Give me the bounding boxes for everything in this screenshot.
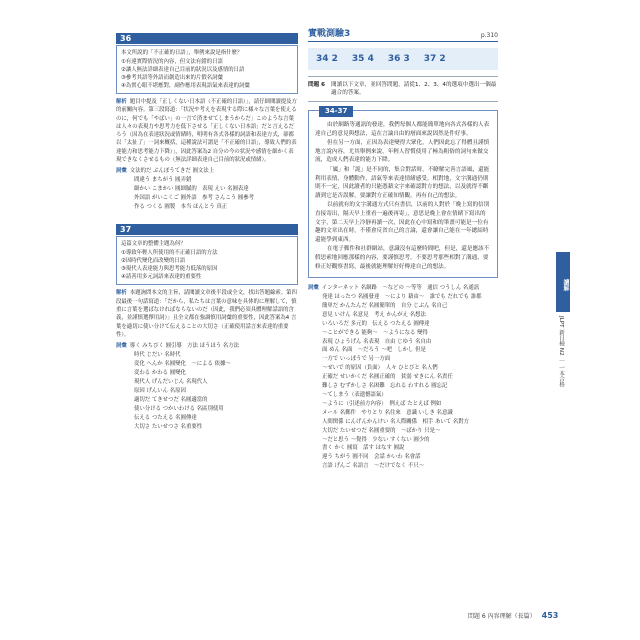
vocab-row: 人間関係 にんげんかんけい 名人際關係 相手 あいて 名對方 xyxy=(322,418,470,425)
vocab-row: いろいろだ 多元的 伝える つたえる 圓傳達 xyxy=(322,320,430,327)
explanation-36 xyxy=(116,98,298,164)
explanation-tag: 解析 xyxy=(116,99,127,105)
vocab-row: メール 名郵件 やりとり 名往來 意識 いしき 名意識 xyxy=(322,409,453,416)
explanation-37 xyxy=(116,289,298,339)
section-title: 實戰測驗3 xyxy=(308,29,351,39)
vocab-row: 面 めん 名面 〜だろう 〜吧 しかし 但是 xyxy=(322,347,426,354)
vocab-row: インターネット 名網路 〜などの 〜等等 通信 つうしん 名通訊 xyxy=(321,285,480,292)
vocab-row: 表現 ひょうげん 名表現 自由 じゆう 名自由 xyxy=(322,338,432,345)
vocab-row: 適切だ てきせつだ 名圓適當的 xyxy=(134,397,208,404)
option: ③現代人表達能力與思考能力低落的原因 xyxy=(121,266,218,273)
vocab-row: 変わる かわる 圓變化 xyxy=(134,370,186,377)
question-36-stem: 本文所說的「不正確的日語」，舉例來說是指什麼？ xyxy=(121,50,243,56)
vocab-row: 現代人 げんだいじん 名現代人 xyxy=(134,379,208,386)
option: ②因時代變化而改變的日語 xyxy=(121,258,186,265)
question-37-box xyxy=(116,236,298,285)
paragraph: 但在另一方面，正因為表達變得大眾化，人們因此忘了得體且謹慎地言說內容，尤其舉例來說，年輕人習慣使用了極為粗俗的詞句來做交流，造成人們表達的能力下降。 xyxy=(315,140,490,164)
vocab-row: 違う ちがう 圓不同 会話 かいわ 名會話 xyxy=(322,454,421,461)
vocab-row: 導く みちびく 圓引導 方法 ほうほう 名方法 xyxy=(129,343,240,350)
paragraph: 「厲」和「詭」是不同的，集合對話時，不瞭解完善言語風，還能利用表情、身體動作，語氣等來表達情緒感受。相對地，文字溝通仍則則不一定，因此讀者的只能憑藉文字來確認對方的想法，以及就得不斷讀到它是否誤解，要讓對方正確知情觀，再有自己的想法。 xyxy=(315,166,490,199)
explanation-text: 題目中提及「正しくない日本語（不正確的日語）」，請仔細閱讀提及方的前關內容。第三段寫道：「状況や考えを表現する際に様々な言葉を使えるのに，何でも「やばい」の一言で済ませてしまうからだ」このような言葉は人々の表現力や思考力を低下させる「正しくない日本語」だと言えるだろう（因為在表達狀況或情緒時，明明有各式各樣的詞語和表達方式，卻都以「太扯了」一詞來概括，這種說法可謂是「不正確的日語」，導致人們的表達能力和思考能力下降）」，因此答案為2 自分の今の状況や感情を細かく表現できなくさせるもの（無法詳細表達自己目前的狀況或情緒）。 xyxy=(116,99,297,164)
chapter-tab: 讀解 xyxy=(556,252,570,312)
vocab-row: 〜てしまう（表遺憾語氣） xyxy=(322,391,387,398)
vocab-row: 〜ことができる 能夠〜 〜ようになる 變得 xyxy=(322,329,428,336)
right-column xyxy=(308,26,498,471)
vocab-row: 作る つくる 圓製 本当 ほんとう 真正 xyxy=(134,204,228,211)
option: ④為實心眼不堪應對，副作應用表現語氣來表達的詞彙 xyxy=(121,83,250,89)
question-37-stem: 這篇文章的整體主題為何？ xyxy=(121,241,186,248)
vocab-row: 〜ように（引述前方內容） 例えば たとえば 例如 xyxy=(322,400,442,407)
vocab-row: 意見 いけん 名意見 考え かんがえ 名想法 xyxy=(322,311,426,318)
option: ④請善用多元詞語來表達的重要性 xyxy=(121,274,202,281)
option: ①有違實際情況的內容，但文法有錯的日語 xyxy=(121,59,223,65)
vocab-row: 時代 じだい 名時代 xyxy=(134,352,181,359)
option: ①導致年輕人所使用的不正確日語的方法 xyxy=(121,250,218,257)
vocab-row: 原因 げんいん 名原因 xyxy=(134,388,186,395)
section-header xyxy=(308,26,498,42)
vocab-37 xyxy=(116,342,298,432)
vocab-row: 〜せいで 的原因（負面） 人々 ひとびと 名人們 xyxy=(322,365,438,372)
vocab-row: 大切だ たいせつだ 名圓重要的 〜ばかり 只是〜 xyxy=(322,427,441,434)
question-36-box xyxy=(116,45,298,94)
page-reference: p.310 xyxy=(480,32,498,39)
explanation-tag: 解析 xyxy=(116,290,127,297)
question-36-number: 36 xyxy=(116,33,298,44)
vocab-row: 細かい こまかい 圓細膩的 表現 えい 名圓表達 xyxy=(134,186,249,193)
vocab-row: 一方で いっぽうで 另一方面 xyxy=(322,356,391,363)
answer-item: 36 3 xyxy=(387,54,410,64)
vocab-row: 変化 へんか 名圓變化 〜による 依據〜 xyxy=(134,361,231,368)
question-37-number: 37 xyxy=(116,224,298,235)
vocab-row: 間違う まちがう 圓弄錯 xyxy=(134,177,192,184)
paragraph: 以前就有的文字溝通方式只有書信，以前的人對於「晚上寫的信別直接寄出，隔天早上重看一遍後再寄」，意思是晚上會在情緒下寫出的文字，第二天早上冷靜再讀一次，因此在心中寫和的筆畫可能是一位有趣的文章出在時，不僅會反省自己的言論，還會讓自己能在一年總結時還能學到東西。 xyxy=(315,202,490,243)
answer-key xyxy=(308,48,498,70)
question-instruction-text: 閱讀以下文章，並回答問題。請從1、2、3、4的選項中選出一個最適合的答案。 xyxy=(331,82,497,96)
explanation-text: 本題詢問本文的主旨，請閱讀文章後半段或全文，找出答題線索。第四段最後一句話寫道：「だから，私たちは言葉の意味を具体的に理解して，慎重に言葉を選ばなければならないのだ（因此，我們必須具體理解話語的含義，並謹慎選擇用詞）」且全文都在強調慎用詞彙的重要性，因此答案為4 言葉を適切に使い分けて伝えることの大切さ（正確使用話言來表達的重要性）。 xyxy=(116,290,297,338)
vocab-row: 外国語 がいこくご 圓外語 参考 さんこう 圓參考 xyxy=(134,195,255,202)
question-instructions xyxy=(308,76,498,102)
answer-item: 37 2 xyxy=(423,54,446,64)
answer-item: 35 4 xyxy=(351,54,374,64)
vocab-tag: 詞彙 xyxy=(116,343,127,350)
footer-label: 問題 6 內容理解（長篇） xyxy=(468,613,536,620)
vocab-row: 簡単だ かんたんだ 名圓簡單的 自分 じぶん 名自己 xyxy=(322,302,448,309)
section-badge: 34-37 xyxy=(319,106,353,117)
answer-item: 34 2 xyxy=(316,54,338,64)
vocab-row: 正確だ せいかくだ 名圓正確的 貧弱 せきにん 名責任 xyxy=(322,374,453,381)
vocab-row: 言語 げんご 名語言 〜だけでなく 不只〜 xyxy=(322,463,425,470)
question-label: 問題 6 xyxy=(308,82,326,88)
vocab-row: 〜だと思う 〜覺得 少ない すくない 圓少的 xyxy=(322,436,430,443)
vocab-row: 使い分ける つかいわける 名區別使用 xyxy=(134,406,224,413)
vocab-tag: 詞彙 xyxy=(308,285,319,292)
option: ②讓人無法詳細表達自己目前的狀況以及感情的日語 xyxy=(121,67,245,73)
vocab-row: 大切さ たいせつさ 名重要性 xyxy=(134,424,203,431)
reading-vocab xyxy=(308,284,498,471)
vocab-row: 難しさ むずかしさ 名困難 忘れる わすれる 圓忘記 xyxy=(322,383,448,390)
vocab-36 xyxy=(116,167,298,212)
vocab-row: 文法的だ ぶんぽうてきだ 圓文法上 xyxy=(129,168,215,175)
vocab-tag: 詞彙 xyxy=(116,168,127,175)
vocab-row: 書く かく 圓寫 話す はなす 圓說 xyxy=(322,445,405,452)
page-footer xyxy=(468,611,558,620)
book-title-vertical: JLPT 新日檢 N2 ｜ 一本合格 xyxy=(558,316,564,388)
paragraph: 在電子郵件和社群網站，意識沒有這麼時間吧，但是，還是應該不假思索地回應那樣的內容，要謹慎思考，不要思考那些相對了溝通，要修正好觀察書寫，最後就能理解好好傳達自己的想法。 xyxy=(315,246,490,270)
page-number: 453 xyxy=(541,611,559,620)
translation-box xyxy=(308,107,498,278)
left-column xyxy=(116,26,298,437)
option: ③參考其語等外語而創造出來的片假名詞彙 xyxy=(121,75,223,81)
paragraph: 由於網路等通訊的發達，我們每個人都能簡單地向各式各樣的人表達自己的意見與想法，這在言論自由的層面來說固然是件好事。 xyxy=(315,122,490,137)
vocab-row: 伝える つたえる 名圓傳達 xyxy=(134,415,197,422)
vocab-row: 発達 はったつ 名圓發達 〜により 藉由〜 誰でも だれでも 誰都 xyxy=(322,294,482,300)
